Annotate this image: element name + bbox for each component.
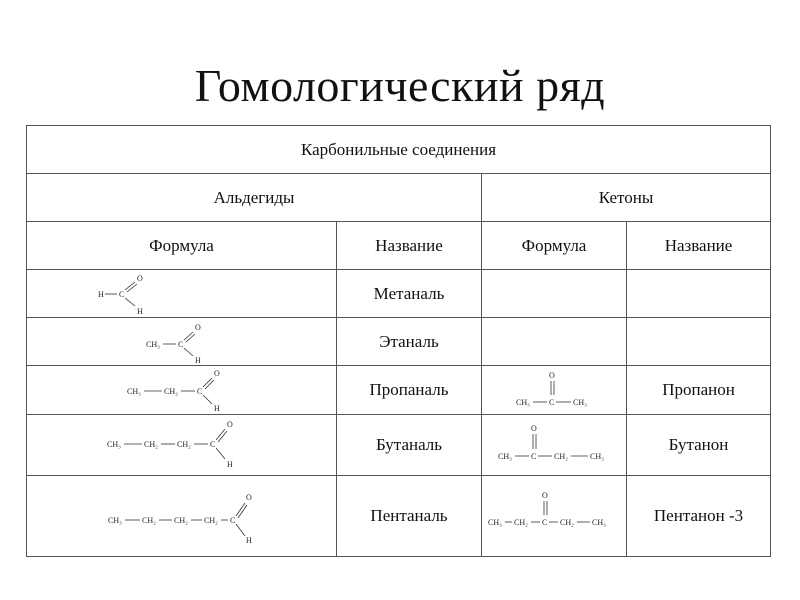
svg-text:CH₂: CH₂ [176, 440, 191, 449]
formula-methanal [27, 270, 337, 318]
table-row [27, 366, 771, 415]
propanone-structure [484, 367, 624, 413]
svg-text:H: H [136, 306, 143, 316]
svg-text:C: C [531, 452, 537, 461]
name-ethanal: Этаналь [337, 318, 482, 366]
ethanal-structure [32, 319, 332, 365]
name-propanone: Пропанон [627, 366, 771, 415]
column-header-name: Название [627, 222, 771, 270]
pentanone-3-structure [482, 478, 626, 554]
column-header-formula: Формула [27, 222, 337, 270]
formula-propanone [482, 366, 627, 415]
table-row [27, 174, 771, 222]
svg-text:CH₂: CH₂ [163, 387, 178, 396]
butanal-structure [32, 417, 332, 473]
svg-text:CH₃: CH₃ [590, 452, 604, 461]
name-propanal: Пропаналь [337, 366, 482, 415]
formula-butanone [482, 415, 627, 476]
svg-text:H: H [245, 536, 252, 545]
table-row [27, 222, 771, 270]
svg-text:CH₃: CH₃ [145, 339, 160, 349]
svg-text:CH₃: CH₃ [126, 387, 141, 396]
svg-text:CH₃: CH₃ [106, 440, 121, 449]
svg-text:CH₂: CH₂ [554, 452, 568, 461]
svg-text:C: C [196, 387, 202, 396]
ketone-name-empty [627, 270, 771, 318]
propanal-structure [32, 367, 332, 413]
svg-text:O: O [549, 371, 555, 380]
svg-text:O: O [542, 491, 548, 500]
page-title: Гомологический ряд [194, 60, 606, 111]
svg-text:O: O [213, 369, 220, 378]
svg-text:CH₂: CH₂ [143, 440, 158, 449]
table-row [27, 476, 771, 557]
svg-text:CH₃: CH₃ [498, 452, 512, 461]
svg-text:CH₂: CH₂ [203, 516, 218, 525]
table-row [27, 126, 771, 174]
svg-text:O: O [194, 322, 201, 332]
group-aldehydes: Альдегиды [27, 174, 482, 222]
name-butanal: Бутаналь [337, 415, 482, 476]
name-pentanal: Пентаналь [337, 476, 482, 557]
pentanal-structure [32, 478, 332, 554]
formula-ethanal [27, 318, 337, 366]
svg-text:CH₂: CH₂ [514, 518, 528, 527]
svg-text:H: H [97, 289, 104, 299]
svg-text:C: C [542, 518, 548, 527]
svg-text:C: C [229, 516, 235, 525]
svg-text:CH₃: CH₃ [592, 518, 606, 527]
svg-text:CH₂: CH₂ [141, 516, 156, 525]
formula-butanal [27, 415, 337, 476]
formula-propanal [27, 366, 337, 415]
column-header-name: Название [337, 222, 482, 270]
header-carbonyl-compounds: Карбонильные соединения [27, 126, 771, 174]
svg-text:O: O [226, 420, 233, 429]
group-ketones: Кетоны [482, 174, 771, 222]
ketone-name-empty [627, 318, 771, 366]
name-butanone: Бутанон [627, 415, 771, 476]
svg-text:C: C [118, 289, 124, 299]
svg-text:H: H [194, 355, 201, 365]
methanal-structure [32, 271, 332, 317]
ketone-formula-empty [482, 270, 627, 318]
svg-text:CH₃: CH₃ [573, 398, 587, 407]
table-row [27, 318, 771, 366]
svg-text:O: O [245, 493, 252, 502]
formula-pentanone-3 [482, 476, 627, 557]
svg-text:CH₂: CH₂ [173, 516, 188, 525]
svg-text:H: H [213, 404, 220, 413]
svg-text:H: H [226, 460, 233, 469]
svg-text:C: C [177, 339, 183, 349]
svg-text:CH₃: CH₃ [516, 398, 530, 407]
ketone-formula-empty [482, 318, 627, 366]
svg-text:O: O [136, 273, 143, 283]
column-header-formula: Формула [482, 222, 627, 270]
svg-text:CH₂: CH₂ [560, 518, 574, 527]
svg-text:CH₃: CH₃ [107, 516, 122, 525]
butanone-structure [484, 417, 624, 473]
svg-text:C: C [549, 398, 555, 407]
svg-text:C: C [209, 440, 215, 449]
name-pentanone-3: Пентанон -3 [627, 476, 771, 557]
table-row [27, 270, 771, 318]
name-methanal: Метаналь [337, 270, 482, 318]
homologous-series-table [26, 125, 771, 557]
svg-text:O: O [531, 424, 537, 433]
formula-pentanal [27, 476, 337, 557]
svg-text:CH₃: CH₃ [488, 518, 502, 527]
table-row [27, 415, 771, 476]
